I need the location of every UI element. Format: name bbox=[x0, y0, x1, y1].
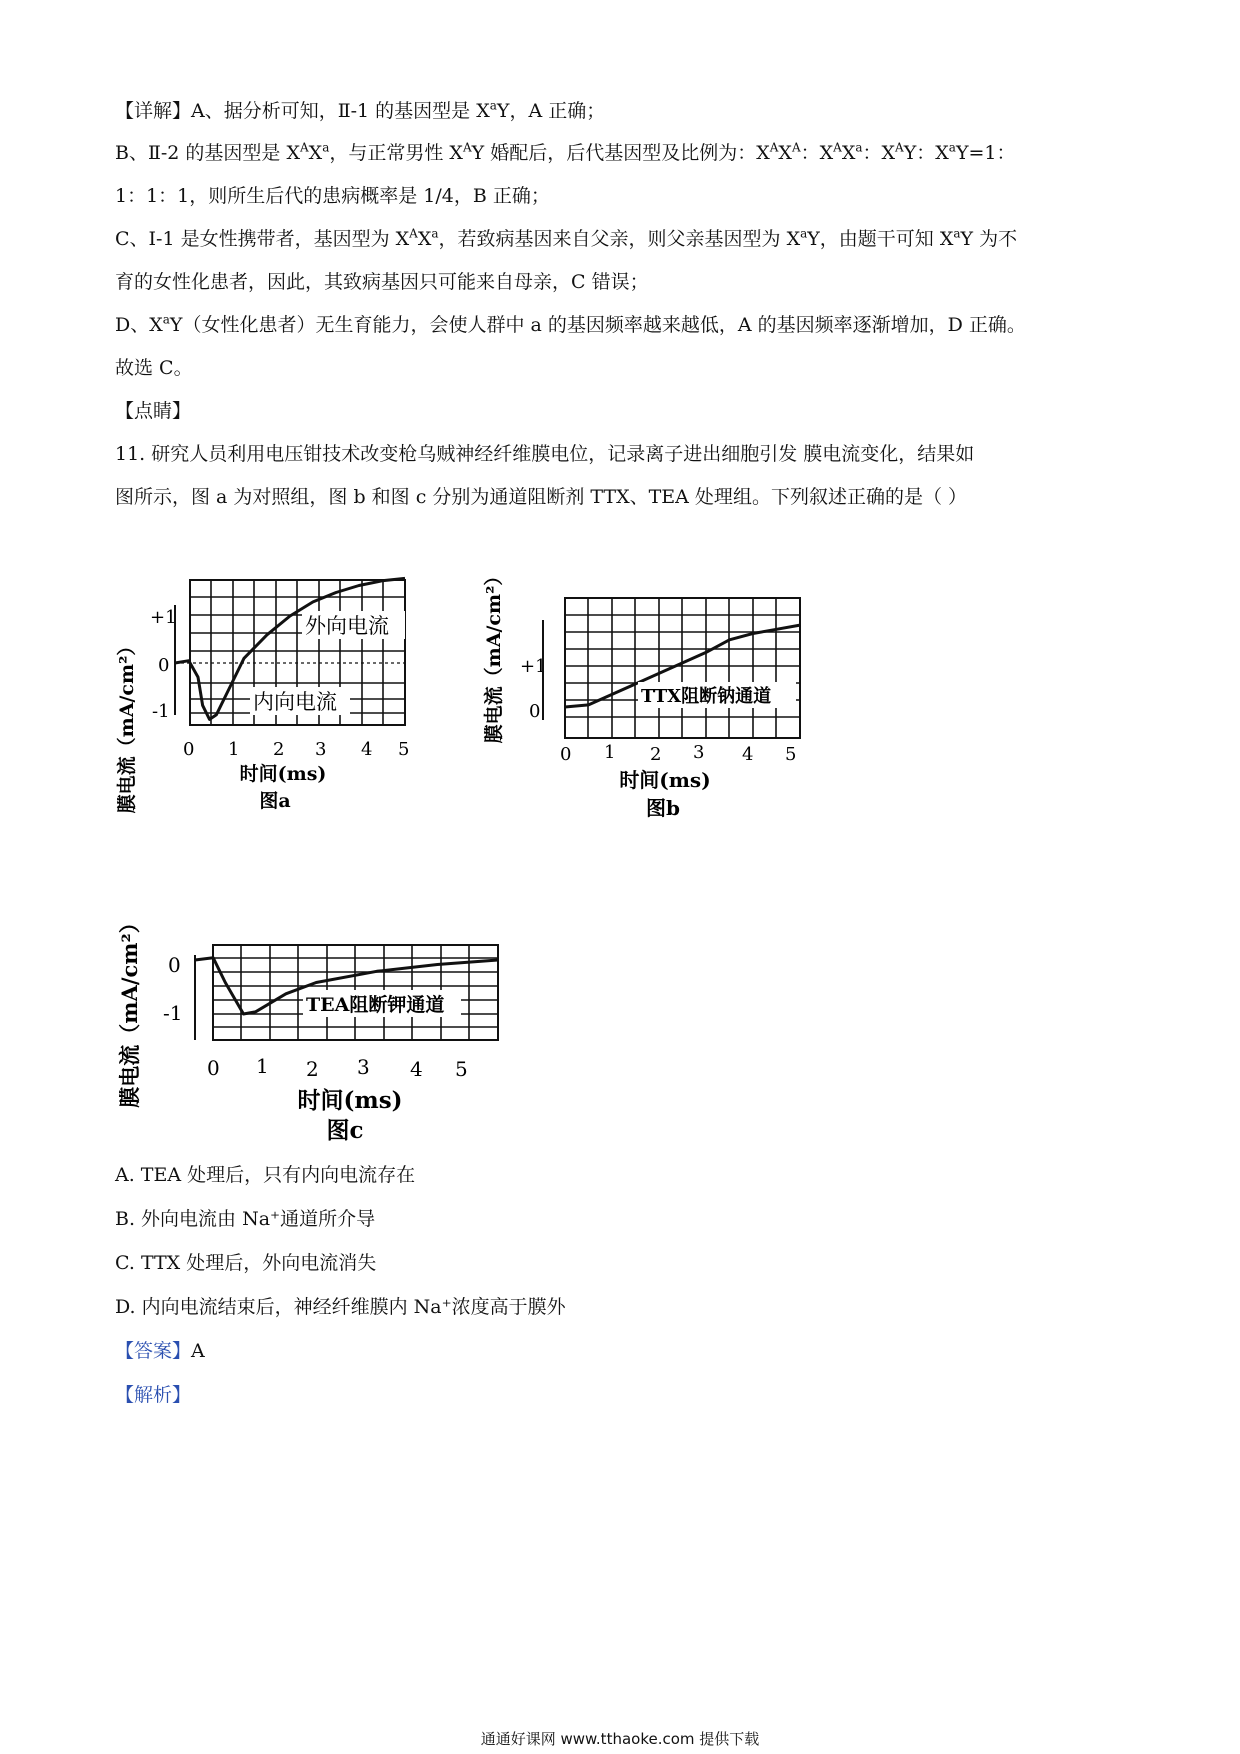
figure-a-ytick-plus1: +1 bbox=[150, 607, 177, 628]
figure-b-ytick-0: 0 bbox=[529, 701, 541, 722]
figure-c-xlabel: 时间(ms) bbox=[297, 1087, 403, 1114]
figure-a-xtick-4: 4 bbox=[361, 739, 373, 760]
figure-a-xtick-2: 2 bbox=[273, 739, 285, 760]
figure-b-xtick-0: 0 bbox=[560, 744, 572, 765]
figure-c-xtick-3: 3 bbox=[357, 1055, 370, 1079]
figure-c-xtick-4: 4 bbox=[410, 1057, 423, 1081]
answer-value: A bbox=[191, 1340, 205, 1362]
figure-c bbox=[115, 870, 535, 1145]
option-c: C. TTX 处理后，外向电流消失 bbox=[115, 1252, 377, 1274]
figure-b-xlabel: 时间(ms) bbox=[619, 768, 711, 792]
answer-label: 【答案】 bbox=[115, 1340, 192, 1362]
detail-line-2: B、Ⅱ-2 的基因型是 $X^AX^a$，与正常男性 $X^AY$ 婚配后，后代基因型及比例为：$X^AX^A$：$X^AX^a$：$X^AY$：$X^aY=1$： bbox=[115, 140, 1016, 164]
footer: 通通好课网 www.tthaoke.com 提供下载 bbox=[480, 1730, 760, 1748]
answer bbox=[115, 1338, 205, 1364]
figure-a-xlabel: 时间(ms) bbox=[239, 763, 327, 785]
detail-line-5: 育的女性化患者，因此，其致病基因只可能来自母亲，C 错误； bbox=[115, 271, 649, 293]
figure-c-ylabel: 膜电流（mA/cm²） bbox=[117, 912, 142, 1108]
analysis-label: 【解析】 bbox=[115, 1384, 192, 1406]
option-a: A. TEA 处理后，只有内向电流存在 bbox=[115, 1164, 416, 1186]
figure-c-ytick-minus1: -1 bbox=[163, 1001, 183, 1025]
figure-c-xtick-5: 5 bbox=[455, 1057, 468, 1081]
detail-line-8: 【点睛】 bbox=[115, 400, 192, 422]
figure-c-ytick-0: 0 bbox=[168, 953, 181, 977]
option-b: B. 外向电流由 Na⁺通道所介导 bbox=[115, 1208, 376, 1230]
figure-c-xtick-1: 1 bbox=[256, 1054, 269, 1078]
figure-c-xtick-2: 2 bbox=[306, 1057, 319, 1081]
figure-b bbox=[480, 545, 840, 830]
figure-a-xtick-1: 1 bbox=[228, 739, 240, 760]
question-line-2: 图所示，图 a 为对照组，图 b 和图 c 分别为通道阻断剂 TTX、TEA 处理组。下列叙述正确的是（ ） bbox=[115, 486, 967, 508]
detail-line-4: C、Ⅰ-1 是女性携带者，基因型为 $X^AX^a$，若致病基因来自父亲，则父亲基因型为 $X^aY$，由题干可知 $X^aY$ 为不 bbox=[115, 226, 1018, 250]
figure-b-xtick-1: 1 bbox=[604, 742, 616, 763]
figure-a-ylabel: 膜电流（mA/cm²） bbox=[116, 636, 138, 814]
figure-a bbox=[115, 565, 435, 815]
detail-line-7: 故选 C。 bbox=[115, 357, 193, 379]
figure-a-ytick-minus1: -1 bbox=[152, 701, 170, 722]
figure-b-ylabel: 膜电流（mA/cm²） bbox=[483, 566, 505, 744]
figure-b-xtick-2: 2 bbox=[650, 744, 662, 765]
figure-b-xtick-5: 5 bbox=[785, 744, 797, 765]
question-line-1: 11. 研究人员利用电压钳技术改变枪乌贼神经纤维膜电位，记录离子进出细胞引发 膜电流变化，结果如 bbox=[115, 443, 975, 465]
figure-b-ytick-plus1: +1 bbox=[520, 656, 547, 677]
figure-a-ytick-0: 0 bbox=[158, 655, 170, 676]
figure-a-xtick-5: 5 bbox=[398, 739, 410, 760]
detail-line-3: 1：1：1，则所生后代的患病概率是 1/4，B 正确； bbox=[115, 185, 550, 207]
figure-a-caption: 图a bbox=[259, 790, 291, 812]
label-tea-blocks-k: TEA阻断钾通道 bbox=[306, 994, 445, 1016]
figure-b-xtick-4: 4 bbox=[742, 744, 754, 765]
figure-c-caption: 图c bbox=[326, 1117, 364, 1144]
figure-a-xtick-0: 0 bbox=[183, 739, 195, 760]
figure-a-xtick-3: 3 bbox=[315, 739, 327, 760]
detail-line-6: D、$X^aY$（女性化患者）无生育能力，会使人群中 a 的基因频率越来越低，A 的基因频率逐渐增加，D 正确。 bbox=[115, 312, 1026, 336]
figure-b-caption: 图b bbox=[646, 796, 680, 820]
label-ttx-blocks-na: TTX阻断钠通道 bbox=[641, 686, 772, 707]
label-inward-current: 内向电流 bbox=[253, 690, 337, 714]
label-outward-current: 外向电流 bbox=[305, 614, 389, 638]
detail-line-1: 【详解】A、据分析可知，Ⅱ-1 的基因型是 $X^aY$，A 正确； bbox=[115, 98, 606, 122]
figure-c-xtick-0: 0 bbox=[207, 1056, 220, 1080]
figure-b-xtick-3: 3 bbox=[693, 742, 705, 763]
option-d: D. 内向电流结束后，神经纤维膜内 Na⁺浓度高于膜外 bbox=[115, 1296, 566, 1318]
